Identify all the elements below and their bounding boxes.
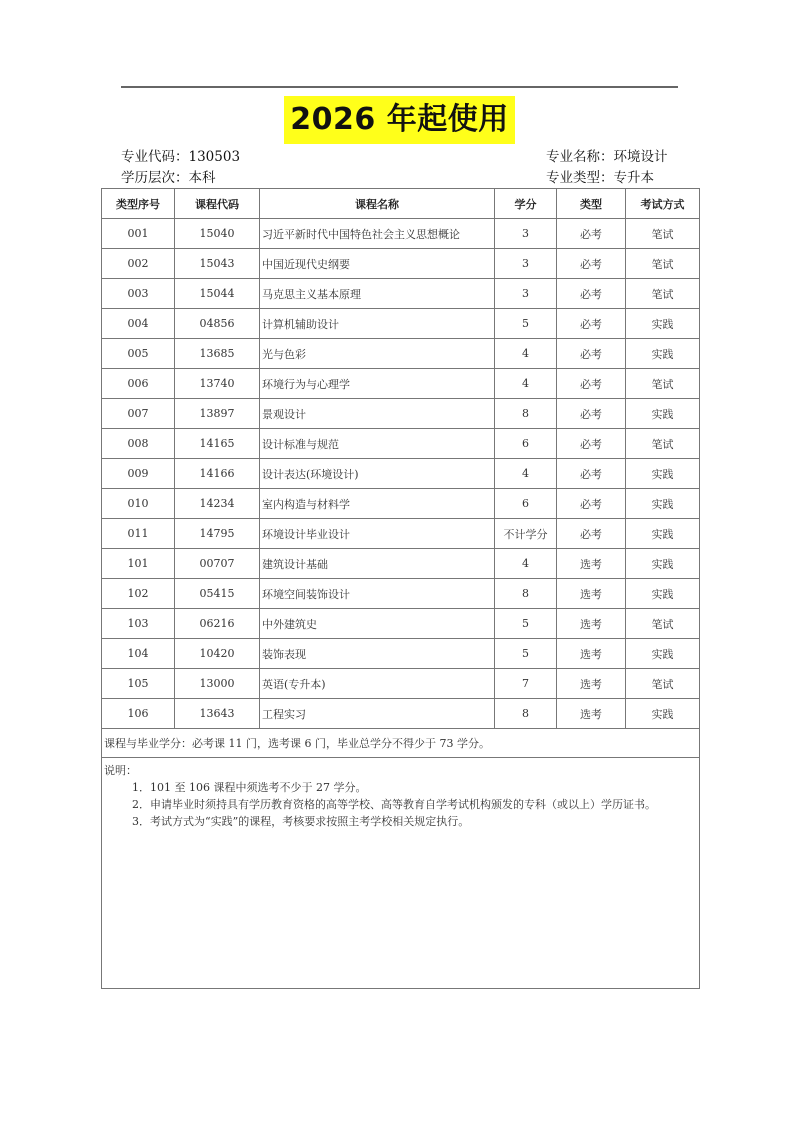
cell-exam: 实践: [626, 579, 700, 609]
cell-name: 习近平新时代中国特色社会主义思想概论: [260, 219, 495, 249]
cell-credit: 4: [495, 549, 557, 579]
cell-exam: 实践: [626, 399, 700, 429]
cell-name: 环境设计毕业设计: [260, 519, 495, 549]
major-code-label: 专业代码：: [121, 149, 189, 165]
cell-seq: 101: [102, 549, 175, 579]
major-type-label: 专业类型：: [546, 170, 614, 186]
cell-exam: 笔试: [626, 279, 700, 309]
cell-credit: 5: [495, 639, 557, 669]
cell-seq: 001: [102, 219, 175, 249]
cell-exam: 实践: [626, 489, 700, 519]
notes-cell: [102, 758, 700, 989]
cell-exam: 笔试: [626, 429, 700, 459]
cell-name: 设计标准与规范: [260, 429, 495, 459]
cell-credit: 8: [495, 399, 557, 429]
major-type: [546, 168, 654, 188]
cell-code: 14165: [175, 429, 260, 459]
cell-type: 选考: [557, 669, 626, 699]
col-header-name: 课程名称: [260, 189, 495, 219]
major-type-value: 专升本: [613, 170, 654, 186]
cell-credit: 8: [495, 699, 557, 729]
cell-type: 必考: [557, 459, 626, 489]
cell-code: 15040: [175, 219, 260, 249]
cell-code: 15043: [175, 249, 260, 279]
cell-type: 必考: [557, 399, 626, 429]
notes-title: 说明：: [104, 764, 137, 777]
cell-seq: 105: [102, 669, 175, 699]
cell-type: 必考: [557, 339, 626, 369]
page-title: 2026 年起使用: [284, 96, 514, 144]
cell-name: 计算机辅助设计: [260, 309, 495, 339]
cell-type: 选考: [557, 549, 626, 579]
major-code-value: 130503: [188, 149, 241, 165]
cell-code: 06216: [175, 609, 260, 639]
cell-name: 马克思主义基本原理: [260, 279, 495, 309]
top-rule: [121, 86, 678, 88]
cell-type: 必考: [557, 309, 626, 339]
table-row: [102, 369, 700, 399]
table-row: [102, 519, 700, 549]
table-row: [102, 429, 700, 459]
note-item: 1．101 至 106 课程中须选考不少于 27 学分。: [132, 781, 367, 794]
cell-code: 13897: [175, 399, 260, 429]
cell-exam: 实践: [626, 339, 700, 369]
cell-exam: 笔试: [626, 249, 700, 279]
cell-exam: 实践: [626, 699, 700, 729]
cell-seq: 104: [102, 639, 175, 669]
cell-code: 10420: [175, 639, 260, 669]
cell-credit: 5: [495, 609, 557, 639]
cell-seq: 003: [102, 279, 175, 309]
cell-seq: 007: [102, 399, 175, 429]
education-level: [121, 168, 216, 188]
cell-type: 必考: [557, 489, 626, 519]
table-row: [102, 309, 700, 339]
cell-credit: 4: [495, 459, 557, 489]
col-header-code: 课程代码: [175, 189, 260, 219]
cell-seq: 002: [102, 249, 175, 279]
col-header-type: 类型: [557, 189, 626, 219]
cell-credit: 6: [495, 489, 557, 519]
cell-exam: 实践: [626, 309, 700, 339]
cell-credit: 8: [495, 579, 557, 609]
table-row: [102, 339, 700, 369]
cell-exam: 实践: [626, 549, 700, 579]
cell-seq: 005: [102, 339, 175, 369]
cell-code: 00707: [175, 549, 260, 579]
cell-credit: 5: [495, 309, 557, 339]
cell-type: 选考: [557, 639, 626, 669]
table-row: [102, 639, 700, 669]
cell-seq: 004: [102, 309, 175, 339]
cell-code: 14234: [175, 489, 260, 519]
cell-exam: 实践: [626, 639, 700, 669]
table-header-row: [102, 189, 700, 219]
table-row: [102, 489, 700, 519]
table-row: [102, 219, 700, 249]
summary-row: [102, 729, 700, 758]
cell-name: 景观设计: [260, 399, 495, 429]
cell-seq: 011: [102, 519, 175, 549]
table-row: [102, 399, 700, 429]
cell-code: 13740: [175, 369, 260, 399]
major-code: [121, 147, 240, 167]
cell-seq: 009: [102, 459, 175, 489]
cell-name: 环境行为与心理学: [260, 369, 495, 399]
cell-exam: 笔试: [626, 609, 700, 639]
table-row: [102, 459, 700, 489]
cell-code: 15044: [175, 279, 260, 309]
cell-type: 必考: [557, 279, 626, 309]
cell-credit: 3: [495, 219, 557, 249]
cell-credit: 不计学分: [495, 519, 557, 549]
table-row: [102, 669, 700, 699]
cell-seq: 010: [102, 489, 175, 519]
cell-credit: 3: [495, 279, 557, 309]
education-level-label: 学历层次：: [121, 170, 189, 186]
cell-type: 必考: [557, 519, 626, 549]
cell-type: 选考: [557, 609, 626, 639]
table-row: [102, 609, 700, 639]
cell-type: 必考: [557, 249, 626, 279]
cell-seq: 006: [102, 369, 175, 399]
note-item: 2．申请毕业时须持具有学历教育资格的高等学校、高等教育自学考试机构颁发的专科（或以上）学历证书。: [132, 798, 656, 811]
summary-text: 课程与毕业学分：必考课 11 门，选考课 6 门，毕业总学分不得少于 73 学分。: [102, 729, 700, 758]
cell-name: 设计表达(环境设计): [260, 459, 495, 489]
table-row: [102, 249, 700, 279]
cell-exam: 笔试: [626, 669, 700, 699]
col-header-credit: 学分: [495, 189, 557, 219]
title-wrap: [0, 96, 799, 144]
cell-credit: 4: [495, 369, 557, 399]
col-header-seq: 类型序号: [102, 189, 175, 219]
cell-credit: 7: [495, 669, 557, 699]
note-item: 3．考试方式为“实践”的课程，考核要求按照主考学校相关规定执行。: [132, 815, 470, 828]
cell-seq: 106: [102, 699, 175, 729]
cell-type: 必考: [557, 369, 626, 399]
cell-code: 05415: [175, 579, 260, 609]
major-name-value: 环境设计: [613, 149, 668, 165]
col-header-exam: 考试方式: [626, 189, 700, 219]
cell-name: 光与色彩: [260, 339, 495, 369]
table-row: [102, 279, 700, 309]
cell-code: 04856: [175, 309, 260, 339]
notes-row: [102, 758, 700, 989]
cell-name: 装饰表现: [260, 639, 495, 669]
course-table: [101, 188, 700, 989]
cell-name: 中外建筑史: [260, 609, 495, 639]
cell-seq: 008: [102, 429, 175, 459]
cell-code: 14166: [175, 459, 260, 489]
cell-exam: 实践: [626, 519, 700, 549]
cell-code: 13643: [175, 699, 260, 729]
cell-exam: 笔试: [626, 369, 700, 399]
cell-seq: 103: [102, 609, 175, 639]
cell-name: 中国近现代史纲要: [260, 249, 495, 279]
cell-code: 13685: [175, 339, 260, 369]
cell-exam: 笔试: [626, 219, 700, 249]
major-name-label: 专业名称：: [546, 149, 614, 165]
table-row: [102, 579, 700, 609]
cell-name: 环境空间装饰设计: [260, 579, 495, 609]
course-table-body: [102, 219, 700, 729]
cell-code: 14795: [175, 519, 260, 549]
cell-type: 必考: [557, 219, 626, 249]
cell-credit: 3: [495, 249, 557, 279]
table-row: [102, 699, 700, 729]
table-row: [102, 549, 700, 579]
education-level-value: 本科: [188, 170, 216, 186]
cell-credit: 4: [495, 339, 557, 369]
cell-name: 英语(专升本): [260, 669, 495, 699]
cell-exam: 实践: [626, 459, 700, 489]
cell-seq: 102: [102, 579, 175, 609]
cell-type: 选考: [557, 579, 626, 609]
cell-credit: 6: [495, 429, 557, 459]
cell-name: 建筑设计基础: [260, 549, 495, 579]
cell-code: 13000: [175, 669, 260, 699]
cell-type: 必考: [557, 429, 626, 459]
major-name: [546, 147, 668, 167]
cell-name: 室内构造与材料学: [260, 489, 495, 519]
cell-name: 工程实习: [260, 699, 495, 729]
cell-type: 选考: [557, 699, 626, 729]
